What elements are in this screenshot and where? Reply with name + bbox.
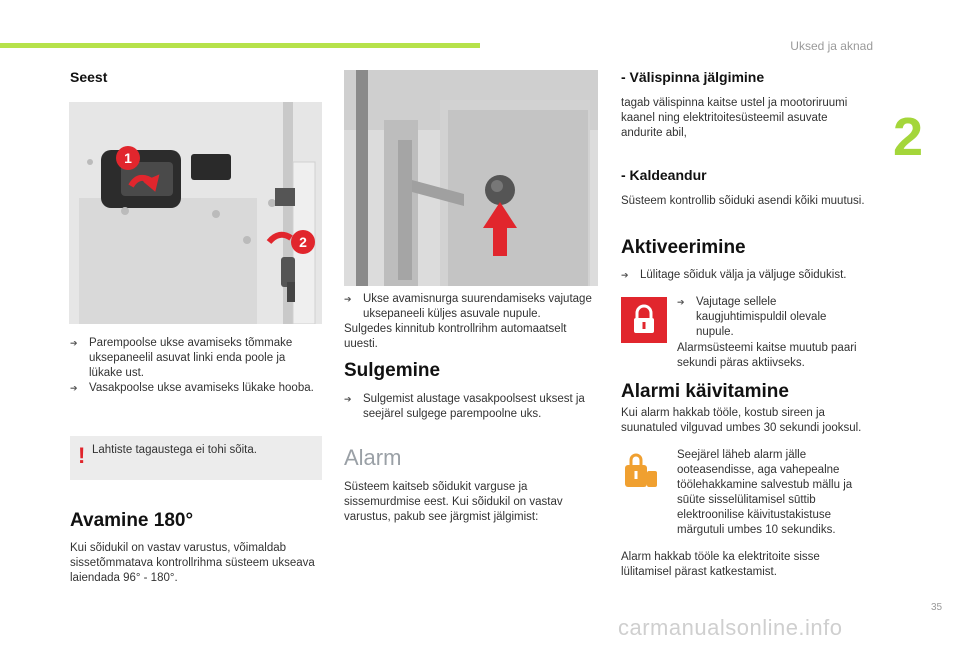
page-number: 35	[931, 602, 943, 613]
heading-alarmi: Alarmi käivitamine	[621, 381, 789, 402]
icon-info-text: Seejärel läheb alarm jälle ooteasendisse, aga vahepealne töölehakkamine salvestub mällu ja sūüte sisselülitamisel sūttib elektroonilise käivitustakistuse märgutuli umbes 10 sekundiks.	[677, 449, 853, 536]
valispinna-text: tagab välispinna kaitse ustel ja mootoriruumi kaanel ning elektritoitesüsteemil asuvate andurite abil,	[621, 97, 848, 139]
heading-aktiveerimine: Aktiveerimine	[621, 237, 746, 258]
photo-door-inside	[69, 102, 322, 324]
heading-alarm: Alarm	[344, 445, 402, 470]
avamine-text: Kui sõidukil on vastav varustus, võimaldab sissetõmmatava kontrollrihma süsteem ukseava laiendada 96° - 180°.	[70, 542, 315, 584]
bullet-open-left-door: ➔ Vasakpoolse ukse avamiseks lükake hooba.	[70, 381, 325, 396]
chapter-accent-bar	[0, 43, 480, 48]
warning-box	[70, 436, 322, 480]
alarm-intro-text: Süsteem kaitseb sõidukit varguse ja sissemurdmise eest. Kui sõidukil on vastav varustus, pakub see järgmist jälgimist:	[344, 481, 563, 523]
bullet-close-order: ➔ Sulgemist alustage vasakpoolsest uksest ja seejärel sulgege parempoolne uks.	[344, 392, 602, 422]
lock-active-text: Alarmsüsteemi kaitse muutub paari sekundi päras aktiivseks.	[677, 342, 857, 369]
bullet-switch-off: ➔ Lülitage sõiduk välja ja väljuge sõidukist.	[621, 268, 871, 283]
kaldeandur-text: Süsteem kontrollib sõiduki asendi kõiki muutusi.	[621, 195, 865, 207]
lock-icon	[621, 297, 667, 343]
watermark: carmanualsonline.info	[618, 615, 843, 640]
warning-text: Lahtiste tagaustega ei tohi sõita.	[92, 444, 257, 456]
heading-sulgemine: Sulgemine	[344, 360, 441, 381]
callout-2: 2	[299, 234, 307, 250]
heading-valispinna: - Välispinna jälgimine	[621, 69, 765, 85]
chapter-number: 2	[893, 107, 924, 167]
bullet-press-remote: ➔ Vajutage sellele kaugjuhtimispuldil olevale nupule.	[677, 295, 847, 340]
alarm-key-icon	[621, 451, 661, 491]
final-text: Alarm hakkab tööle ka elektritoite sisse lülitamisel pärast katkestamist.	[621, 551, 820, 578]
heading-seest: Seest	[70, 69, 108, 85]
bullet-press-button: ➔ Ukse avamisnurga suurendamiseks vajutage uksepaneeli küljes asuvale nupule.	[344, 292, 602, 322]
photo-door-strap	[344, 70, 598, 286]
bullet-open-right-door: ➔ Parempoolse ukse avamiseks tõmmake uksepaneelil asuvat linki enda poole ja lükake ust.	[70, 336, 320, 381]
heading-kaldeandur: - Kaldeandur	[621, 167, 707, 183]
callout-1: 1	[124, 150, 132, 166]
strap-auto-text: Sulgedes kinnitub kontrollrihm automaatselt uuesti.	[344, 323, 567, 350]
chapter-title: Uksed ja aknad	[790, 39, 873, 53]
alarmi-text: Kui alarm hakkab tööle, kostub sireen ja suunatuled vilguvad umbes 30 sekundi jooksul.	[621, 407, 862, 434]
heading-avamine: Avamine 180°	[70, 510, 194, 531]
warning-icon: !	[78, 443, 86, 468]
